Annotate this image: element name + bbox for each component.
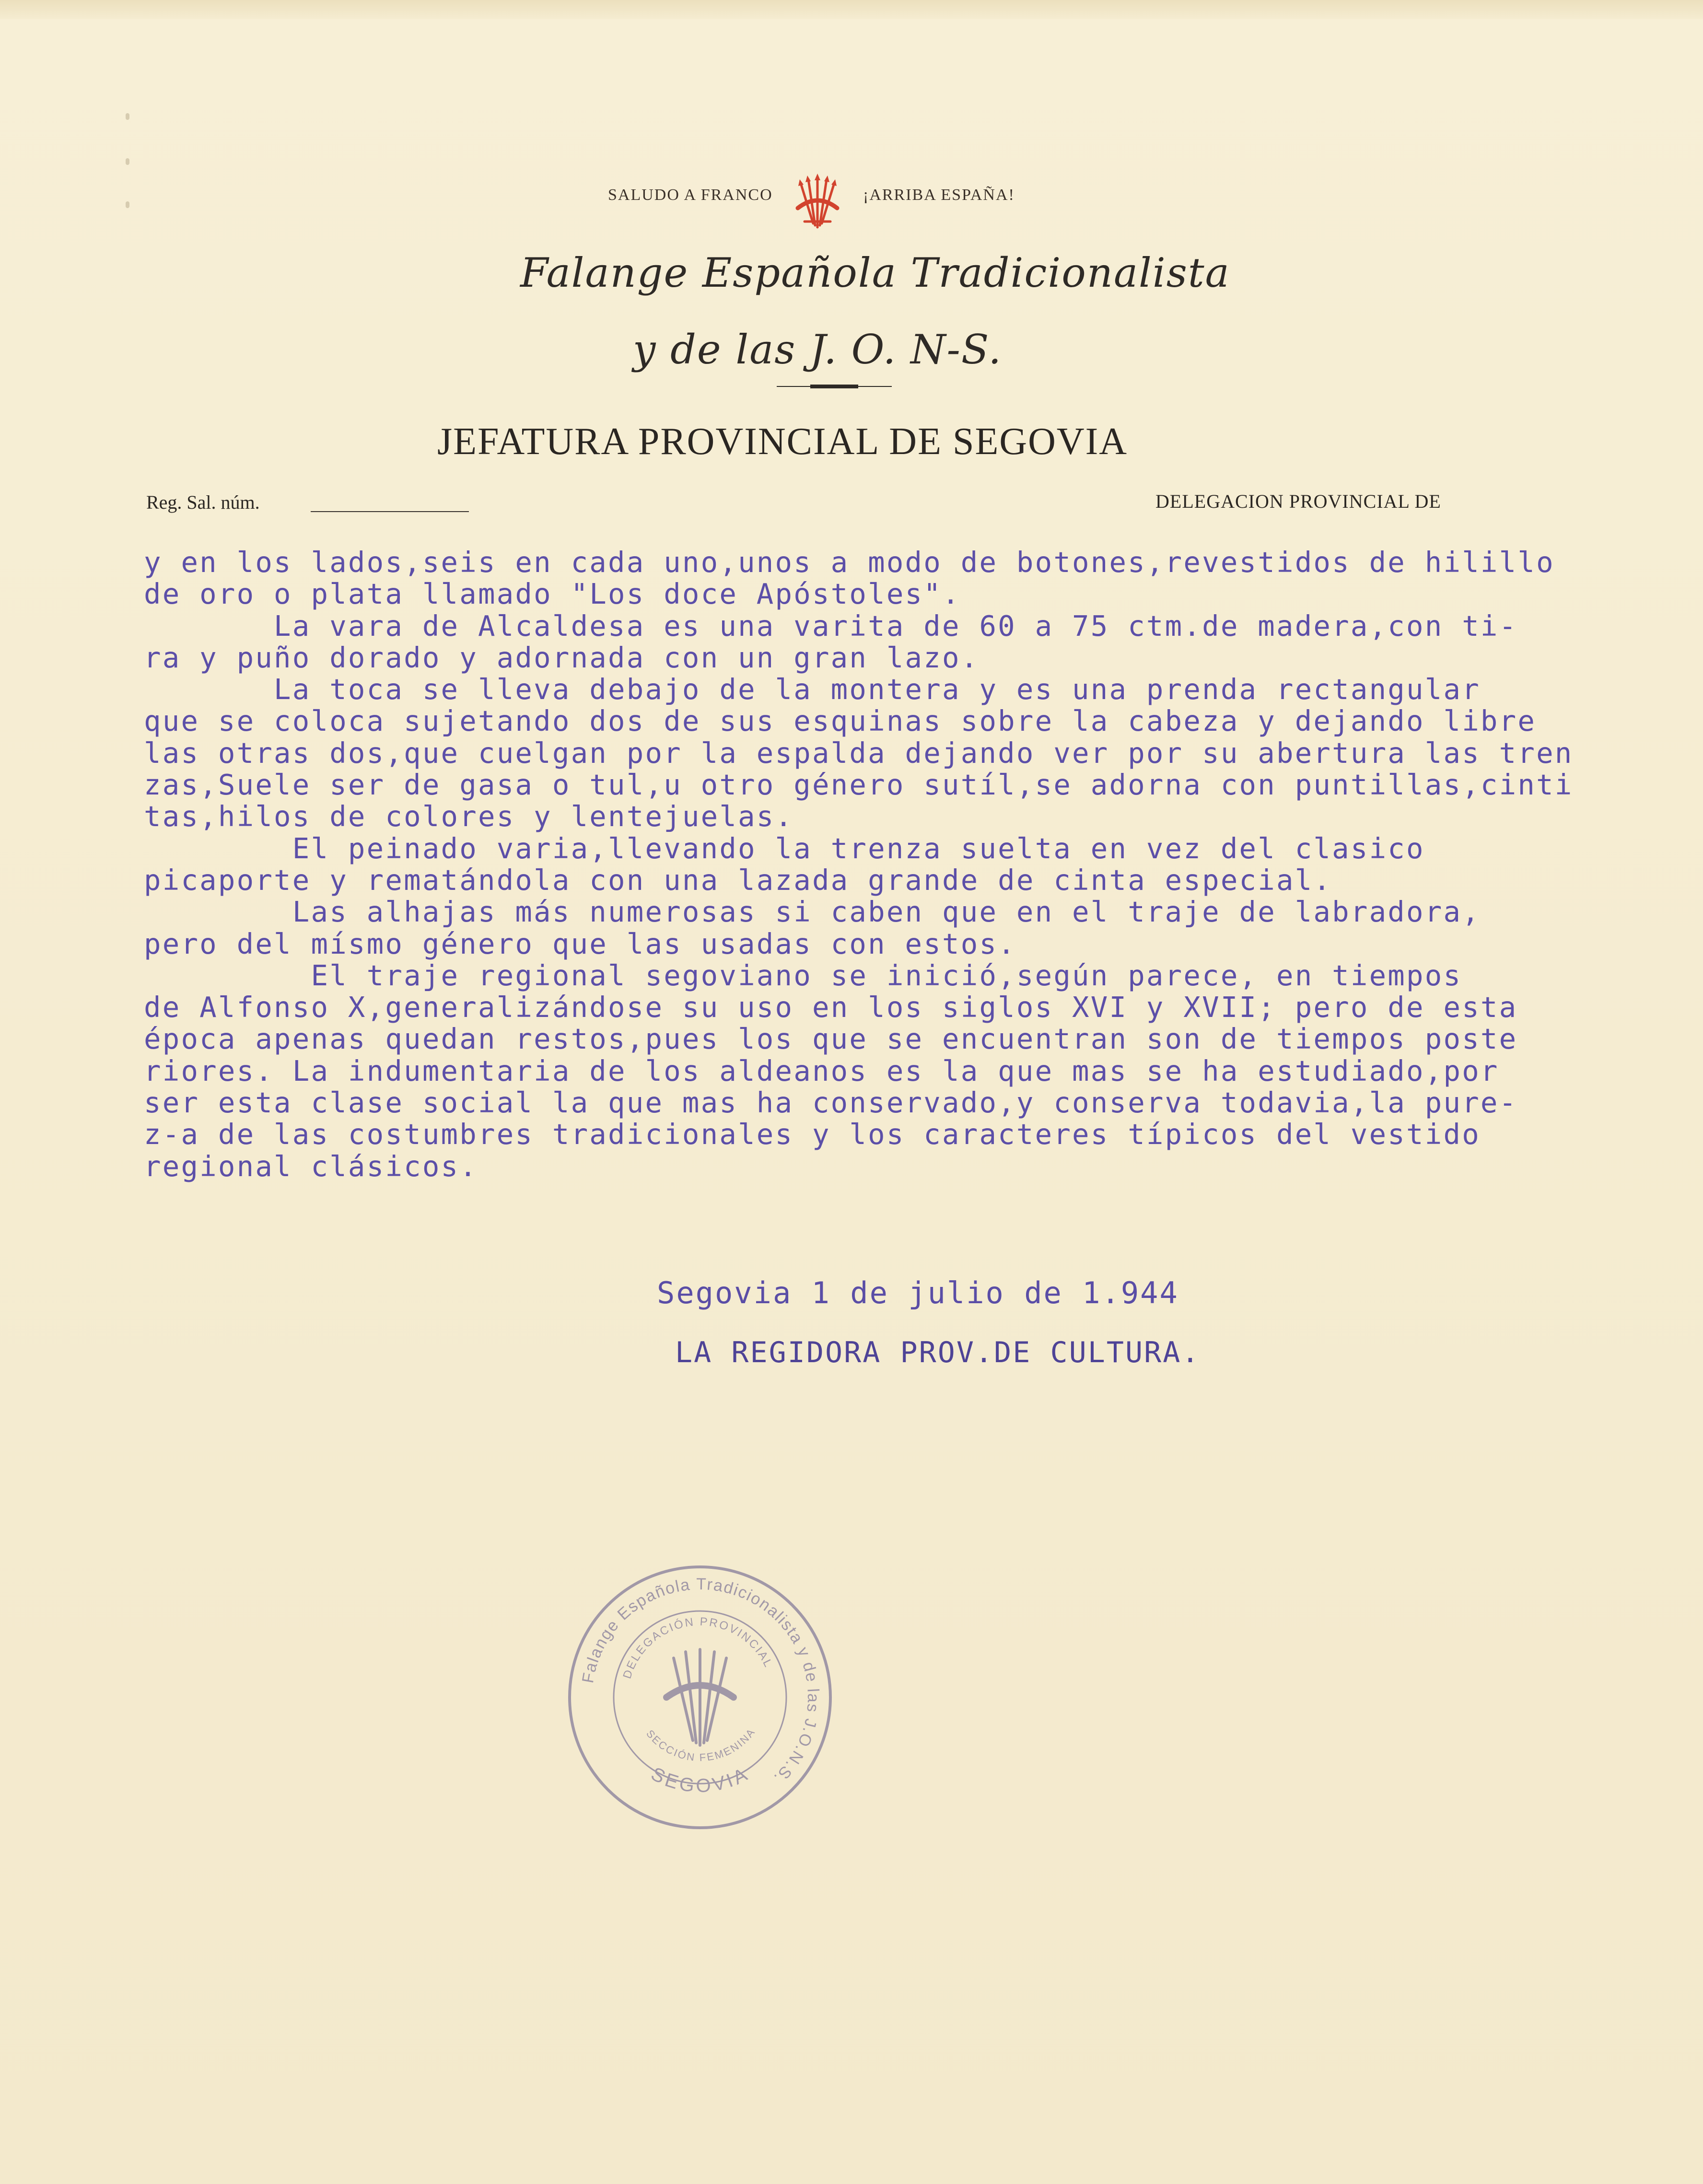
body-line: Las alhajas más numerosas si caben que en el traje de labradora, xyxy=(144,895,1481,929)
punch-mark xyxy=(126,158,129,165)
slogan-right: ¡ARRIBA ESPAÑA! xyxy=(863,186,1015,204)
punch-mark xyxy=(126,201,129,208)
body-line: época apenas quedan restos,pues los que se encuentran son de tiempos poste xyxy=(144,1022,1518,1056)
seal-inner-top-text: DELEGACIÓN PROVINCIAL xyxy=(620,1615,775,1681)
seal-city-text: SEGOVIA xyxy=(647,1763,753,1797)
body-line: ra y puño dorado y adornada con un gran lazo. xyxy=(144,641,980,674)
body-line: tas,hilos de colores y lentejuelas. xyxy=(144,800,794,833)
body-line: de oro o plata llamado "Los doce Apóstoles". xyxy=(144,577,961,611)
yoke-and-arrows-icon xyxy=(791,174,844,230)
body-line: zas,Suele ser de gasa o tul,u otro género sutíl,se adorna con puntillas,cinti xyxy=(144,768,1574,802)
letterhead-script-subtitle: y de las J. O. N-S. xyxy=(633,326,1003,373)
body-line: z-a de las costumbres tradicionales y los caracteres típicos del vestido xyxy=(144,1118,1481,1151)
office-heading: JEFATURA PROVINCIAL DE SEGOVIA xyxy=(437,420,1128,463)
delegation-label: DELEGACION PROVINCIAL DE xyxy=(1155,491,1441,512)
seal-inner-bottom-text: SECCIÓN FEMENINA xyxy=(644,1725,758,1764)
seal-outer-text: Falange Española Tradicionalista y de las J.O.N.S. xyxy=(578,1575,823,1788)
body-line: pero del mísmo género que las usadas con estos. xyxy=(144,927,1016,960)
typed-body xyxy=(144,547,1630,1182)
body-line: ser esta clase social la que mas ha conservado,y conserva todavia,la pure- xyxy=(144,1086,1518,1120)
slogan-left: SALUDO A FRANCO xyxy=(608,186,773,204)
body-line: regional clásicos. xyxy=(144,1149,478,1183)
body-line: La toca se lleva debajo de la montera y es una prenda rectangular xyxy=(144,673,1481,706)
paper-edge xyxy=(0,0,1703,19)
letterhead-script-title: Falange Española Tradicionalista xyxy=(520,249,1230,296)
ornamental-rule xyxy=(777,385,892,388)
registry-label: Reg. Sal. núm. xyxy=(146,491,260,513)
registry-blank-line xyxy=(311,511,469,512)
closing-date: Segovia 1 de julio de 1.944 xyxy=(657,1275,1179,1310)
body-line: picaporte y rematándola con una lazada grande de cinta especial. xyxy=(144,863,1332,897)
body-line: de Alfonso X,generalizándose su uso en los siglos XVI y XVII; pero de esta xyxy=(144,991,1518,1024)
seal-yoke-arrows-icon xyxy=(666,1649,734,1745)
body-line: La vara de Alcaldesa es una varita de 60 a 75 ctm.de madera,con ti- xyxy=(144,609,1518,642)
body-line: El traje regional segoviano se inició,según parece, en tiempos xyxy=(144,958,1462,992)
punch-mark xyxy=(126,113,129,120)
body-line: las otras dos,que cuelgan por la espalda dejando ver por su abertura las tren xyxy=(144,736,1574,770)
body-line: El peinado varia,llevando la trenza suelta en vez del clasico xyxy=(144,831,1425,865)
body-line: que se coloca sujetando dos de sus esquinas sobre la cabeza y dejando libre xyxy=(144,704,1537,738)
body-line: riores. La indumentaria de los aldeanos es la que mas se ha estudiado,por xyxy=(144,1054,1499,1087)
svg-text:SEGOVIA xyxy=(648,1763,753,1797)
closing-signatory: LA REGIDORA PROV.DE CULTURA. xyxy=(675,1336,1201,1369)
official-seal-stamp xyxy=(556,1553,844,1841)
body-line: y en los lados,seis en cada uno,unos a modo de botones,revestidos de hilillo xyxy=(144,546,1555,579)
svg-text:DELEGACIÓN PROVINCIAL xyxy=(620,1615,775,1681)
